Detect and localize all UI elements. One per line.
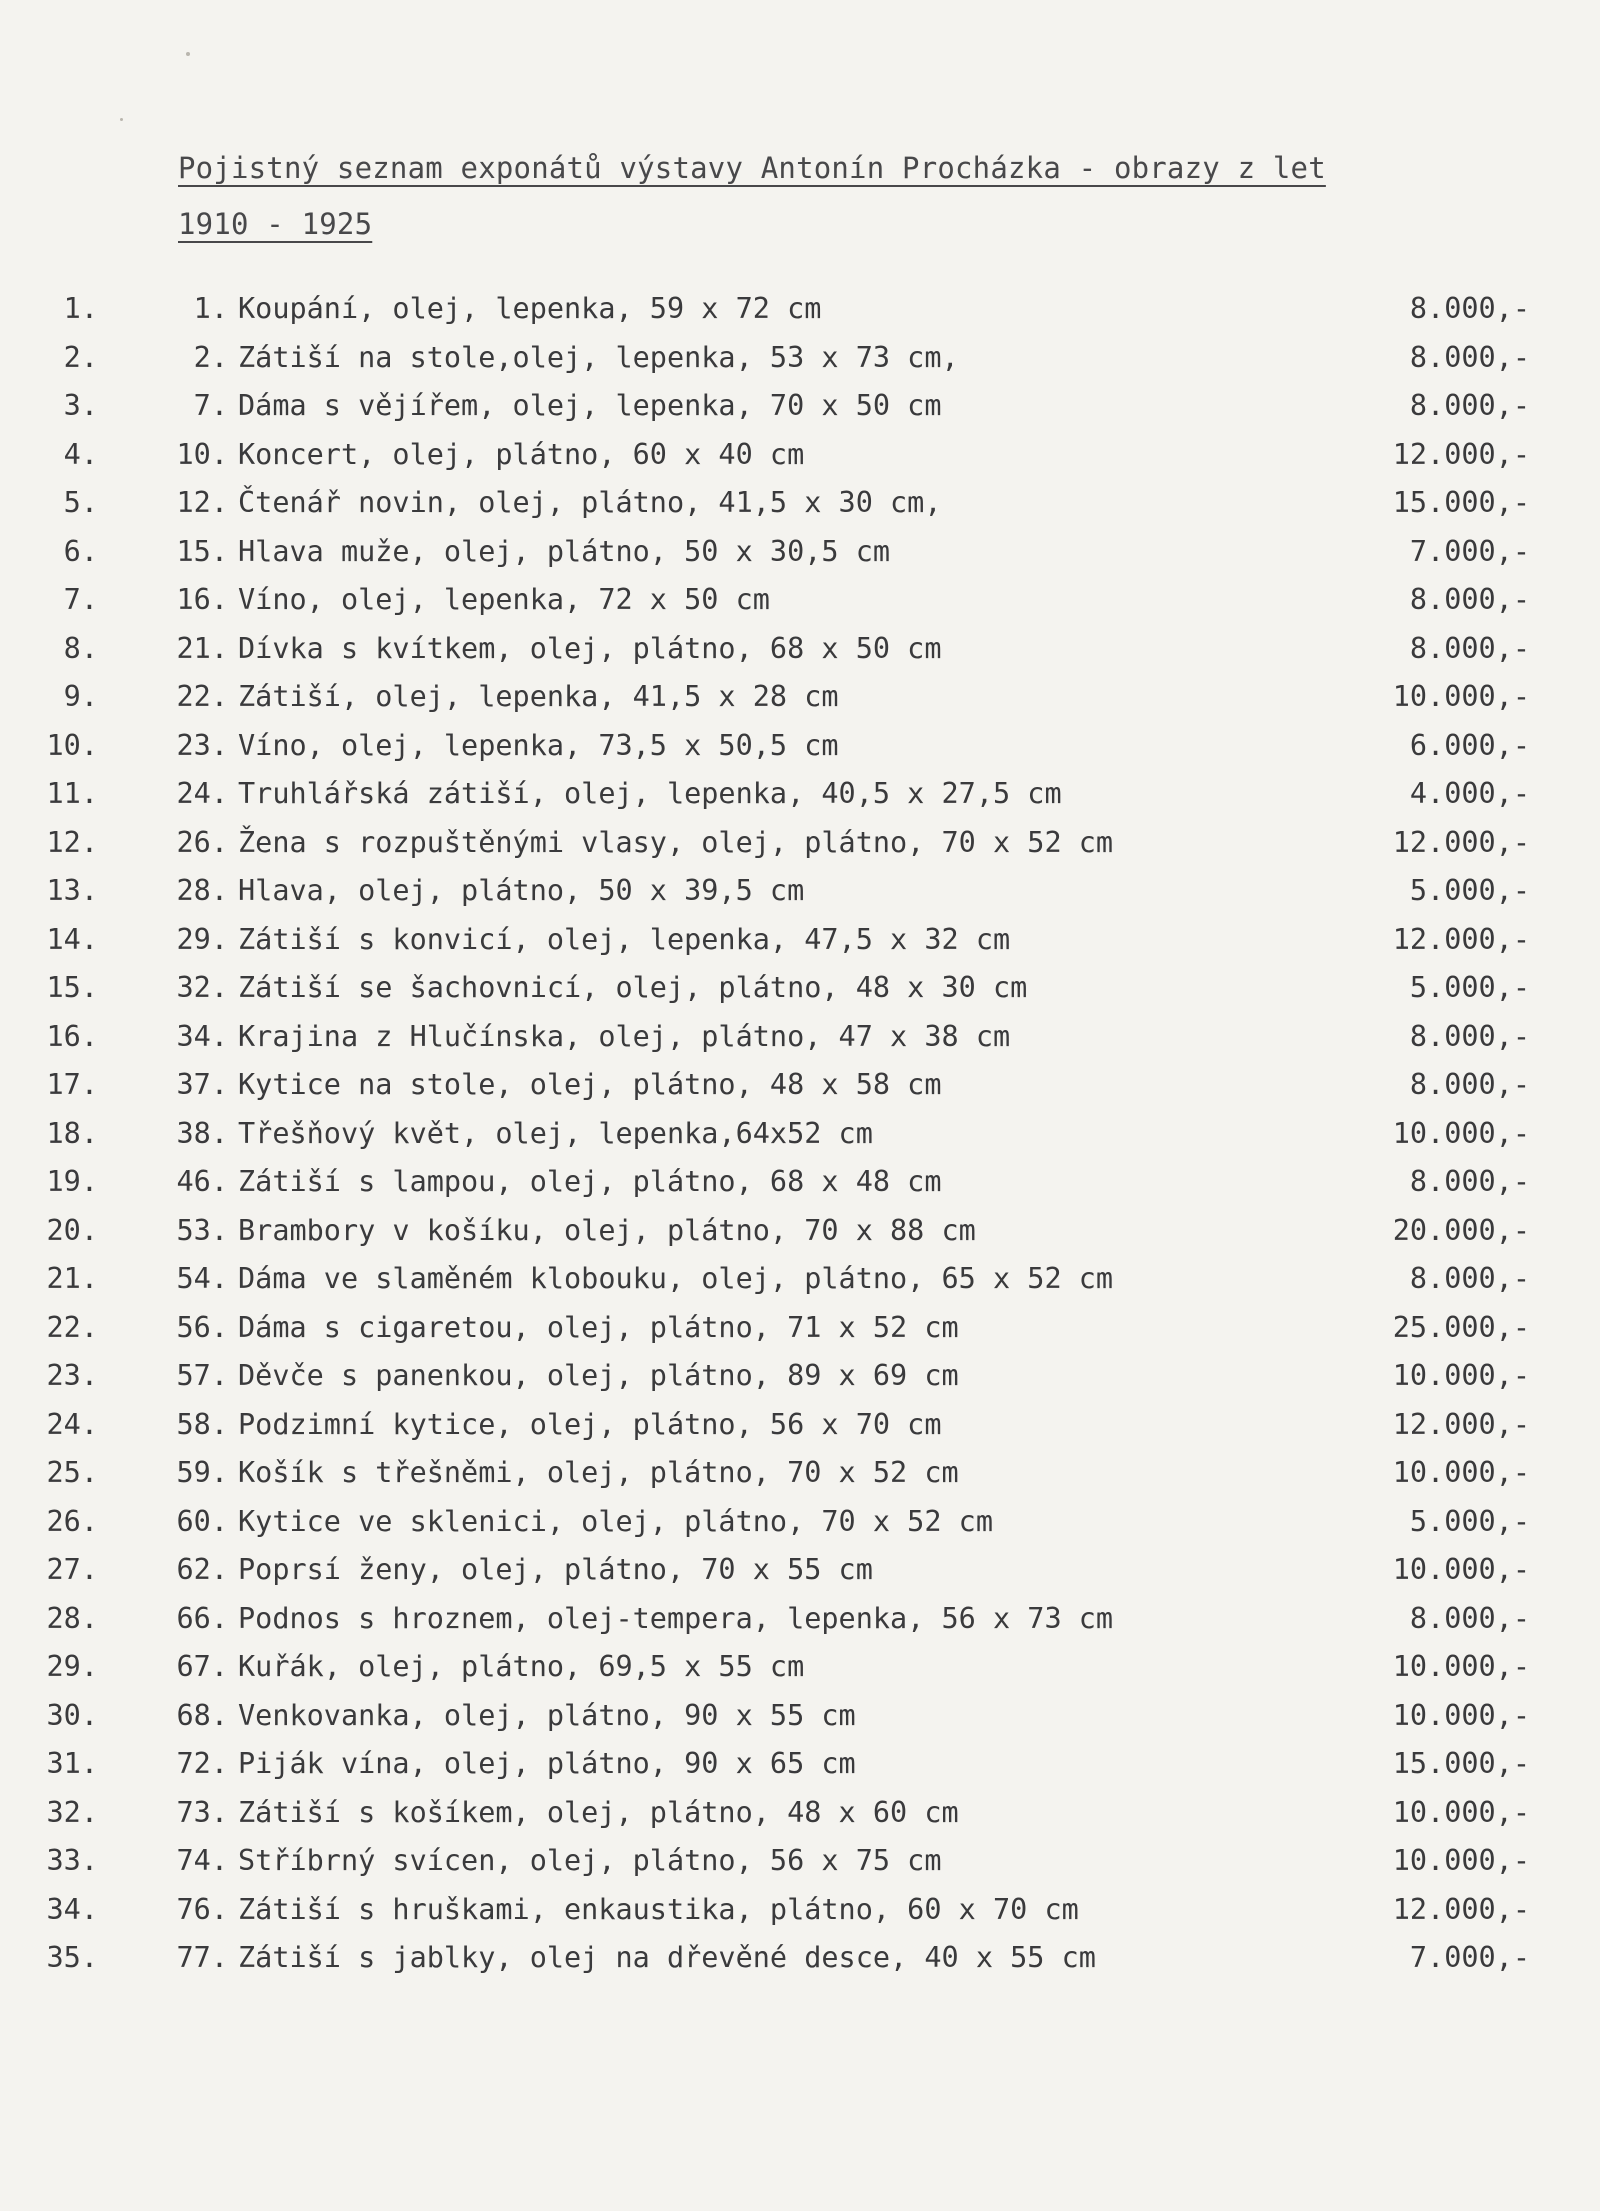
item-description: Zátiší s lampou, olej, plátno, 68 x 48 cm bbox=[238, 1165, 942, 1198]
item-catalog-number: 72. bbox=[176, 1747, 228, 1780]
item-description: Krajina z Hlučínska, olej, plátno, 47 x 38 cm bbox=[238, 1019, 1011, 1053]
item-sequence-number: 18. bbox=[46, 1116, 98, 1150]
item-description: Hlava muže, olej, plátno, 50 x 30,5 cm bbox=[238, 534, 891, 568]
item-sequence-number: 24. bbox=[46, 1407, 98, 1441]
list-item bbox=[0, 285, 1600, 334]
item-catalog-number: 77. bbox=[176, 1941, 228, 1974]
item-description: Podnos s hroznem, olej-tempera, lepenka, 56 x 73 cm bbox=[238, 1601, 1114, 1635]
item-insured-value: 12.000,- bbox=[1392, 1407, 1530, 1441]
item-description: Dáma s vějířem, olej, lepenka, 70 x 50 cm bbox=[238, 389, 942, 422]
list-item bbox=[0, 334, 1600, 383]
item-sequence-number: 32. bbox=[46, 1795, 98, 1829]
item-description: Víno, olej, lepenka, 72 x 50 cm bbox=[238, 583, 770, 616]
item-insured-value: 10.000,- bbox=[1392, 1795, 1530, 1829]
list-item bbox=[0, 1304, 1600, 1353]
item-insured-value: 10.000,- bbox=[1392, 1553, 1530, 1586]
list-item bbox=[0, 1692, 1600, 1741]
item-catalog-number: 28. bbox=[176, 874, 228, 907]
item-catalog-number: 67. bbox=[176, 1650, 228, 1683]
item-insured-value: 5.000,- bbox=[1409, 874, 1530, 907]
item-catalog-number: 29. bbox=[176, 922, 228, 956]
item-catalog-number: 34. bbox=[176, 1019, 228, 1053]
list-item bbox=[0, 1158, 1600, 1207]
item-catalog-number: 1. bbox=[193, 292, 228, 325]
item-catalog-number: 2. bbox=[193, 340, 228, 374]
item-insured-value: 8.000,- bbox=[1409, 1165, 1530, 1198]
item-catalog-number: 57. bbox=[176, 1359, 228, 1392]
item-catalog-number: 53. bbox=[176, 1213, 228, 1247]
title-line-2: 1910 - 1925 bbox=[178, 207, 373, 241]
item-insured-value: 12.000,- bbox=[1392, 922, 1530, 956]
item-catalog-number: 21. bbox=[176, 631, 228, 665]
item-description: Zátiší na stole,olej, lepenka, 53 x 73 cm, bbox=[238, 340, 959, 374]
item-description: Košík s třešněmi, olej, plátno, 70 x 52 cm bbox=[238, 1456, 959, 1489]
item-sequence-number: 3. bbox=[63, 389, 98, 422]
item-catalog-number: 23. bbox=[176, 728, 228, 762]
item-insured-value: 8.000,- bbox=[1409, 1019, 1530, 1053]
document-title bbox=[178, 140, 1478, 252]
list-item bbox=[0, 916, 1600, 965]
exhibit-list bbox=[0, 285, 1600, 1983]
list-item bbox=[0, 1255, 1600, 1304]
item-description: Venkovanka, olej, plátno, 90 x 55 cm bbox=[238, 1698, 856, 1732]
item-sequence-number: 30. bbox=[46, 1698, 98, 1732]
item-description: Hlava, olej, plátno, 50 x 39,5 cm bbox=[238, 874, 805, 907]
item-sequence-number: 21. bbox=[46, 1262, 98, 1295]
item-catalog-number: 16. bbox=[176, 583, 228, 616]
item-catalog-number: 54. bbox=[176, 1262, 228, 1295]
item-sequence-number: 1. bbox=[63, 292, 98, 325]
list-item bbox=[0, 770, 1600, 819]
item-catalog-number: 7. bbox=[193, 389, 228, 422]
item-description: Piják vína, olej, plátno, 90 x 65 cm bbox=[238, 1747, 856, 1780]
item-insured-value: 8.000,- bbox=[1409, 1068, 1530, 1101]
item-description: Zátiší s konvicí, olej, lepenka, 47,5 x 32 cm bbox=[238, 922, 1011, 956]
item-description: Zátiší s košíkem, olej, plátno, 48 x 60 cm bbox=[238, 1795, 959, 1829]
list-item bbox=[0, 867, 1600, 916]
item-sequence-number: 17. bbox=[46, 1068, 98, 1101]
list-item bbox=[0, 673, 1600, 722]
paper-speck bbox=[120, 118, 123, 121]
item-insured-value: 7.000,- bbox=[1409, 1941, 1530, 1974]
item-description: Koncert, olej, plátno, 60 x 40 cm bbox=[238, 437, 805, 471]
list-item bbox=[0, 1595, 1600, 1644]
item-sequence-number: 9. bbox=[63, 680, 98, 713]
item-insured-value: 10.000,- bbox=[1392, 1698, 1530, 1732]
title-line-1: Pojistný seznam exponátů výstavy Antonín Procházka - obrazy z let bbox=[178, 151, 1326, 185]
item-sequence-number: 19. bbox=[46, 1165, 98, 1198]
item-sequence-number: 20. bbox=[46, 1213, 98, 1247]
item-sequence-number: 16. bbox=[46, 1019, 98, 1053]
item-sequence-number: 11. bbox=[46, 777, 98, 810]
item-sequence-number: 25. bbox=[46, 1456, 98, 1489]
item-insured-value: 7.000,- bbox=[1409, 534, 1530, 568]
item-sequence-number: 2. bbox=[63, 340, 98, 374]
list-item bbox=[0, 528, 1600, 577]
item-description: Podzimní kytice, olej, plátno, 56 x 70 cm bbox=[238, 1407, 942, 1441]
item-insured-value: 12.000,- bbox=[1392, 825, 1530, 859]
item-sequence-number: 10. bbox=[46, 728, 98, 762]
item-catalog-number: 38. bbox=[176, 1116, 228, 1150]
item-catalog-number: 74. bbox=[176, 1844, 228, 1877]
item-insured-value: 10.000,- bbox=[1392, 1359, 1530, 1392]
list-item bbox=[0, 1449, 1600, 1498]
list-item bbox=[0, 1546, 1600, 1595]
item-insured-value: 5.000,- bbox=[1409, 971, 1530, 1004]
item-sequence-number: 23. bbox=[46, 1359, 98, 1392]
item-catalog-number: 76. bbox=[176, 1892, 228, 1926]
item-sequence-number: 33. bbox=[46, 1844, 98, 1877]
list-item bbox=[0, 576, 1600, 625]
item-sequence-number: 27. bbox=[46, 1553, 98, 1586]
list-item bbox=[0, 1643, 1600, 1692]
item-description: Dáma ve slaměném klobouku, olej, plátno, 65 x 52 cm bbox=[238, 1262, 1114, 1295]
item-description: Děvče s panenkou, olej, plátno, 89 x 69 cm bbox=[238, 1359, 959, 1392]
item-sequence-number: 5. bbox=[63, 486, 98, 519]
item-sequence-number: 34. bbox=[46, 1892, 98, 1926]
item-sequence-number: 26. bbox=[46, 1504, 98, 1538]
item-description: Třešňový květ, olej, lepenka,64x52 cm bbox=[238, 1116, 873, 1150]
list-item bbox=[0, 382, 1600, 431]
list-item bbox=[0, 1837, 1600, 1886]
item-description: Kuřák, olej, plátno, 69,5 x 55 cm bbox=[238, 1650, 805, 1683]
item-insured-value: 10.000,- bbox=[1392, 1456, 1530, 1489]
item-description: Zátiší, olej, lepenka, 41,5 x 28 cm bbox=[238, 680, 839, 713]
item-catalog-number: 24. bbox=[176, 777, 228, 810]
item-sequence-number: 28. bbox=[46, 1601, 98, 1635]
list-item bbox=[0, 1013, 1600, 1062]
item-insured-value: 6.000,- bbox=[1409, 728, 1530, 762]
item-catalog-number: 22. bbox=[176, 680, 228, 713]
item-description: Zátiší s hruškami, enkaustika, plátno, 60 x 70 cm bbox=[238, 1892, 1079, 1926]
item-insured-value: 8.000,- bbox=[1409, 292, 1530, 325]
item-catalog-number: 62. bbox=[176, 1553, 228, 1586]
list-item bbox=[0, 1061, 1600, 1110]
list-item bbox=[0, 1401, 1600, 1450]
item-catalog-number: 32. bbox=[176, 971, 228, 1004]
item-insured-value: 12.000,- bbox=[1392, 1892, 1530, 1926]
item-description: Zátiší s jablky, olej na dřevěné desce, 40 x 55 cm bbox=[238, 1941, 1096, 1974]
list-item bbox=[0, 819, 1600, 868]
item-catalog-number: 26. bbox=[176, 825, 228, 859]
item-description: Dáma s cigaretou, olej, plátno, 71 x 52 cm bbox=[238, 1310, 959, 1344]
item-insured-value: 8.000,- bbox=[1409, 583, 1530, 616]
list-item bbox=[0, 1110, 1600, 1159]
item-description: Koupání, olej, lepenka, 59 x 72 cm bbox=[238, 292, 822, 325]
item-description: Stříbrný svícen, olej, plátno, 56 x 75 cm bbox=[238, 1844, 942, 1877]
item-insured-value: 8.000,- bbox=[1409, 340, 1530, 374]
item-insured-value: 4.000,- bbox=[1409, 777, 1530, 810]
item-sequence-number: 13. bbox=[46, 874, 98, 907]
item-sequence-number: 4. bbox=[63, 437, 98, 471]
item-catalog-number: 66. bbox=[176, 1601, 228, 1635]
item-insured-value: 15.000,- bbox=[1392, 1747, 1530, 1780]
item-description: Truhlářská zátiší, olej, lepenka, 40,5 x 27,5 cm bbox=[238, 777, 1062, 810]
list-item bbox=[0, 1934, 1600, 1983]
item-insured-value: 5.000,- bbox=[1409, 1504, 1530, 1538]
item-insured-value: 10.000,- bbox=[1392, 680, 1530, 713]
item-catalog-number: 46. bbox=[176, 1165, 228, 1198]
item-insured-value: 25.000,- bbox=[1392, 1310, 1530, 1344]
item-sequence-number: 29. bbox=[46, 1650, 98, 1683]
list-item bbox=[0, 431, 1600, 480]
item-catalog-number: 10. bbox=[176, 437, 228, 471]
item-sequence-number: 15. bbox=[46, 971, 98, 1004]
item-catalog-number: 60. bbox=[176, 1504, 228, 1538]
item-description: Kytice ve sklenici, olej, plátno, 70 x 52 cm bbox=[238, 1504, 993, 1538]
item-catalog-number: 56. bbox=[176, 1310, 228, 1344]
item-catalog-number: 58. bbox=[176, 1407, 228, 1441]
item-insured-value: 10.000,- bbox=[1392, 1116, 1530, 1150]
item-sequence-number: 6. bbox=[63, 534, 98, 568]
list-item bbox=[0, 1886, 1600, 1935]
list-item bbox=[0, 1740, 1600, 1789]
list-item bbox=[0, 479, 1600, 528]
item-sequence-number: 8. bbox=[63, 631, 98, 665]
item-sequence-number: 35. bbox=[46, 1941, 98, 1974]
item-description: Víno, olej, lepenka, 73,5 x 50,5 cm bbox=[238, 728, 839, 762]
list-item bbox=[0, 625, 1600, 674]
list-item bbox=[0, 964, 1600, 1013]
item-catalog-number: 37. bbox=[176, 1068, 228, 1101]
item-insured-value: 10.000,- bbox=[1392, 1844, 1530, 1877]
list-item bbox=[0, 1789, 1600, 1838]
item-description: Poprsí ženy, olej, plátno, 70 x 55 cm bbox=[238, 1553, 873, 1586]
item-sequence-number: 14. bbox=[46, 922, 98, 956]
item-catalog-number: 73. bbox=[176, 1795, 228, 1829]
item-description: Žena s rozpuštěnými vlasy, olej, plátno, 70 x 52 cm bbox=[238, 825, 1114, 859]
list-item bbox=[0, 1498, 1600, 1547]
list-item bbox=[0, 722, 1600, 771]
item-description: Brambory v košíku, olej, plátno, 70 x 88 cm bbox=[238, 1213, 976, 1247]
item-insured-value: 15.000,- bbox=[1392, 486, 1530, 519]
paper-speck bbox=[186, 52, 190, 56]
item-description: Zátiší se šachovnicí, olej, plátno, 48 x 30 cm bbox=[238, 971, 1028, 1004]
item-sequence-number: 12. bbox=[46, 825, 98, 859]
item-insured-value: 8.000,- bbox=[1409, 1601, 1530, 1635]
item-insured-value: 8.000,- bbox=[1409, 1262, 1530, 1295]
item-sequence-number: 7. bbox=[63, 583, 98, 616]
item-catalog-number: 68. bbox=[176, 1698, 228, 1732]
item-sequence-number: 22. bbox=[46, 1310, 98, 1344]
item-catalog-number: 59. bbox=[176, 1456, 228, 1489]
item-catalog-number: 12. bbox=[176, 486, 228, 519]
item-insured-value: 12.000,- bbox=[1392, 437, 1530, 471]
item-catalog-number: 15. bbox=[176, 534, 228, 568]
item-insured-value: 8.000,- bbox=[1409, 389, 1530, 422]
list-item bbox=[0, 1352, 1600, 1401]
item-description: Dívka s kvítkem, olej, plátno, 68 x 50 cm bbox=[238, 631, 942, 665]
item-insured-value: 8.000,- bbox=[1409, 631, 1530, 665]
item-description: Kytice na stole, olej, plátno, 48 x 58 cm bbox=[238, 1068, 942, 1101]
item-sequence-number: 31. bbox=[46, 1747, 98, 1780]
list-item bbox=[0, 1207, 1600, 1256]
item-insured-value: 10.000,- bbox=[1392, 1650, 1530, 1683]
item-description: Čtenář novin, olej, plátno, 41,5 x 30 cm, bbox=[238, 486, 942, 519]
item-insured-value: 20.000,- bbox=[1392, 1213, 1530, 1247]
